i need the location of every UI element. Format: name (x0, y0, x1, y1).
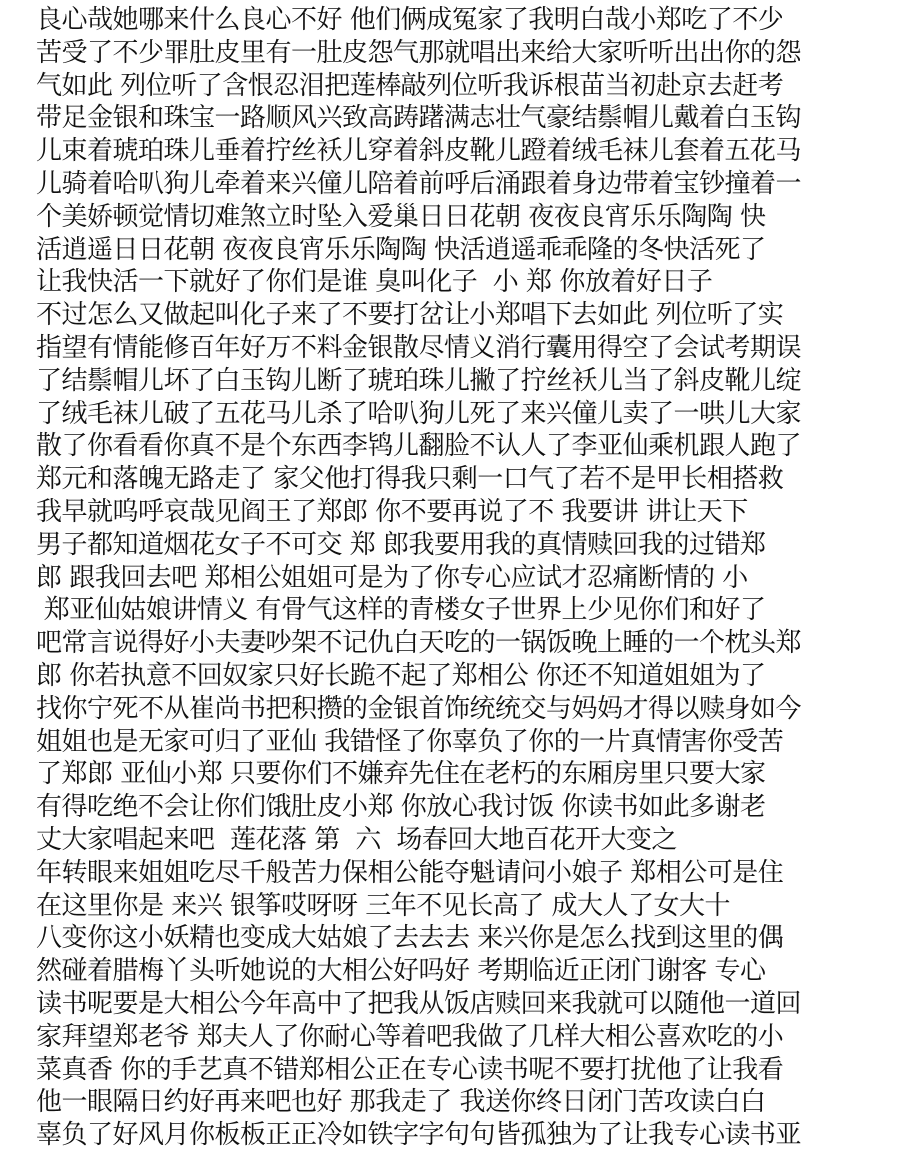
text-line: 气如此 列位听了含恨忍泪把莲棒敲列位听我诉根苗当初赴京去赶考 (36, 70, 784, 101)
text-line: 家拜望郑老爷 郑夫人了你耐心等着吧我做了几样大相公喜欢吃的小 (36, 1021, 784, 1052)
text-line: 有得吃绝不会让你们饿肚皮小郑 你放心我讨饭 你读书如此多谢老 (36, 792, 766, 823)
text-line: 辜负了好风月你板板正正冷如铁字字句句皆孤独为了让我专心读书亚 (36, 1120, 802, 1151)
text-line: 郑亚仙姑娘讲情义 有骨气这样的青楼女子世界上少见你们和好了 (36, 595, 766, 626)
text-line: 找你宁死不从崔尚书把积攒的金银首饰统统交与妈妈才得以赎身如今 (36, 693, 802, 724)
text-line: 带足金银和珠宝一路顺风兴致高踌躇满志壮气豪结鬃帽儿戴着白玉钩 (36, 103, 802, 134)
text-line: 个美娇顿觉情切难煞立时坠入爱巢日日花朝 夜夜良宵乐乐陶陶 快 (36, 201, 766, 232)
text-line: 年转眼来姐姐吃尽千般苦力保相公能夺魁请问小娘子 郑相公可是住 (36, 857, 784, 888)
text-line: 了郑郎 亚仙小郑 只要你们不嫌弃先住在老朽的东厢房里只要大家 (36, 759, 766, 790)
text-line: 散了你看看你真不是个东西李鸨儿翻脸不认人了李亚仙乘机跟人跑了 (36, 431, 802, 462)
text-line: 姐姐也是无家可归了亚仙 我错怪了你辜负了你的一片真情害你受苦 (36, 726, 784, 757)
text-line: 八变你这小妖精也变成大姑娘了去去去 来兴你是怎么找到这里的偶 (36, 923, 784, 954)
text-line: 指望有情能修百年好万不料金银散尽情义消行囊用得空了会试考期误 (36, 332, 802, 363)
text-line: 让我快活一下就好了你们是谁 臭叫化子 小 郑 你放着好日子 (36, 267, 713, 298)
text-line: 然碰着腊梅丫头听她说的大相公好吗好 考期临近正闭门谢客 专心 (36, 956, 766, 987)
text-line: 苦受了不少罪肚皮里有一肚皮怨气那就唱出来给大家听听出出你的怨 (36, 37, 802, 68)
text-line: 我早就呜呼哀哉见阎王了郑郎 你不要再说了不 我要讲 讲让天下 (36, 496, 748, 527)
text-line: 菜真香 你的手艺真不错郑相公正在专心读书呢不要打扰他了让我看 (36, 1054, 784, 1085)
text-line: 了绒毛袜儿破了五花马儿杀了哈叭狗儿死了来兴僮儿卖了一哄儿大家 (36, 398, 802, 429)
text-line: 郑元和落魄无路走了 家父他打得我只剩一口气了若不是甲长相搭救 (36, 464, 784, 495)
text-line: 他一眼隔日约好再来吧也好 那我走了 我送你终日闭门苦攻读白白 (36, 1087, 766, 1118)
text-line: 儿束着琥珀珠儿垂着拧丝袄儿穿着斜皮靴儿蹬着绒毛袜儿套着五花马 (36, 136, 802, 167)
text-line: 良心哉她哪来什么良心不好 他们俩成冤家了我明白哉小郑吃了不少 (36, 5, 784, 35)
text-line: 不过怎么又做起叫化子来了不要打岔让小郑唱下去如此 列位听了实 (36, 300, 784, 331)
text-line: 在这里你是 来兴 银筝哎呀呀 三年不见长高了 成大人了女大十 (36, 890, 731, 921)
text-line: 郎 你若执意不回奴家只好长跪不起了郑相公 你还不知道姐姐为了 (36, 660, 766, 691)
text-line: 丈大家唱起来吧 莲花落 第 六 场春回大地百花开大变之 (36, 824, 677, 855)
text-line: 郎 跟我回去吧 郑相公姐姐可是为了你专心应试才忍痛断情的 小 (36, 562, 748, 593)
text-line: 了结鬃帽儿坏了白玉钩儿断了琥珀珠儿撇了拧丝袄儿当了斜皮靴儿绽 (36, 365, 802, 396)
text-line: 活逍遥日日花朝 夜夜良宵乐乐陶陶 快活逍遥乖乖隆的冬快活死了 (36, 234, 766, 265)
text-line: 读书呢要是大相公今年高中了把我从饭店赎回来我就可以随他一道回 (36, 988, 802, 1019)
text-line: 儿骑着哈叭狗儿牵着来兴僮儿陪着前呼后涌跟着身边带着宝钞撞着一 (36, 168, 802, 199)
text-line: 男子都知道烟花女子不可交 郑 郎我要用我的真情赎回我的过错郑 (36, 529, 766, 560)
script-text-block (36, 4, 896, 1152)
text-line: 吧常言说得好小夫妻吵架不记仇白天吃的一锅饭晚上睡的一个枕头郑 (36, 628, 802, 659)
